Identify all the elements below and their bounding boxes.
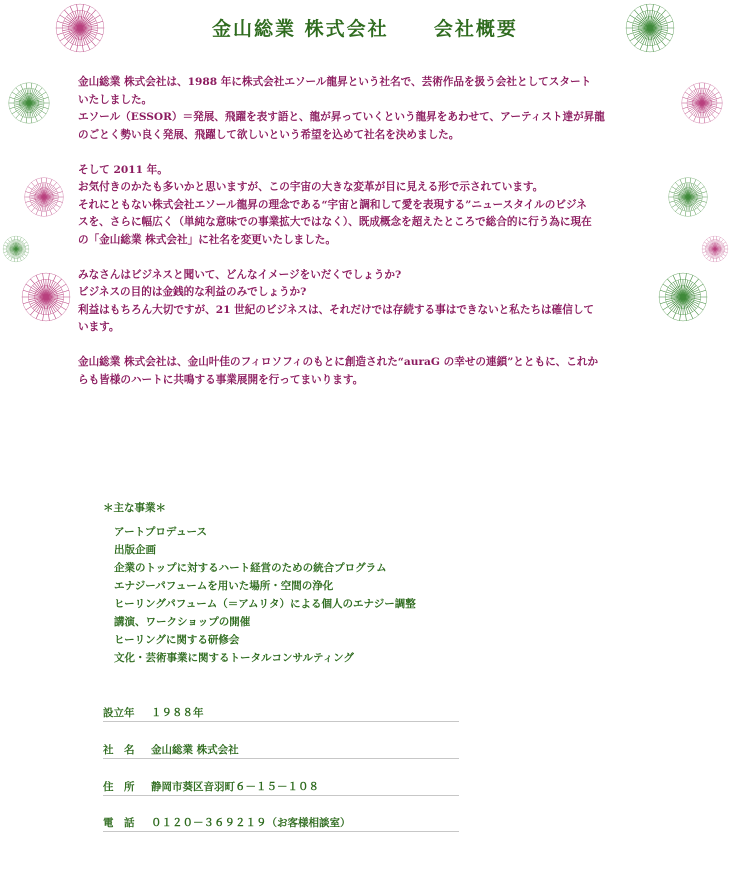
intro-line: います。 (78, 321, 120, 333)
business-item: 講演、ワークショップの開催 (114, 616, 251, 628)
phone-value: ０１２０－３６９２１９（お客様相談室） (151, 817, 351, 829)
address-value: 静岡市葵区音羽町６－１５－１０８ (151, 781, 319, 793)
phone-label: 電 話 (103, 817, 135, 829)
intro-line: らも皆様のハートに共鳴する事業展開を行ってまいります。 (78, 373, 364, 386)
business-item: 出版企画 (114, 544, 156, 556)
company-name-label: 社 名 (103, 744, 135, 756)
pink-flower-icon (701, 235, 729, 263)
paragraph-gap (78, 144, 660, 162)
intro-line: それにともない株式会社エソール龍昇の理念である“宇宙と調和して愛を表現する”ニュースタイルのビジネ (78, 198, 587, 211)
green-flower-icon (7, 81, 51, 125)
intro-line: 利益はもちろん大切ですが、21 世紀のビジネスは、それだけでは存続する事はできないと私たちは確信して (78, 303, 595, 316)
intro-line: エソール（ESSOR）＝発展、飛躍を表す語と、龍が昇っていくという龍昇をあわせて、アーティスト達が昇龍 (78, 111, 605, 123)
company-name-value: 金山総業 株式会社 (151, 744, 239, 756)
pink-flower-icon (23, 176, 65, 218)
company-name-title: 金山総業 株式会社 (212, 18, 389, 40)
green-flower-icon (667, 176, 709, 218)
info-row-phone (103, 815, 459, 832)
business-item: 文化・芸術事業に関するトータルコンサルティング (114, 652, 354, 664)
business-item: ヒーリングパフューム（＝アムリタ）による個人のエナジー調整 (114, 598, 416, 610)
green-flower-icon (657, 271, 709, 323)
intro-line: ビジネスの目的は金銭的な利益のみでしょうか? (78, 286, 307, 298)
pink-flower-icon (680, 81, 724, 125)
intro-line: お気付きのかたも多いかと思いますが、この宇宙の大きな変革が目に見える形で示されています。 (78, 181, 544, 193)
paragraph-gap (78, 249, 660, 267)
intro-line: スを、さらに幅広く（単純な意味での事業拡大ではなく）、既成概念を超えたところで総合的に行う為に現在 (78, 216, 592, 228)
intro-line: 金山総業 株式会社は、1988 年に株式会社エソール龍昇という社名で、芸術作品を扱う会社としてスタート (78, 76, 592, 88)
business-item: ヒーリングに関する研修会 (114, 634, 240, 646)
info-row-address (103, 779, 459, 796)
address-label: 住 所 (103, 781, 135, 793)
company-introduction (78, 74, 660, 389)
green-flower-icon (2, 235, 30, 263)
intro-line: いたしました。 (78, 93, 153, 106)
business-item: アートプロデュース (114, 526, 208, 538)
info-row-company-name (103, 742, 459, 759)
intro-line: の「金山総業 株式会社」に社名を変更いたしました。 (78, 233, 336, 246)
business-item: 企業のトップに対するハート経営のための統合プログラム (114, 562, 387, 574)
founded-label: 設立年 (103, 707, 135, 719)
pink-flower-icon (20, 271, 72, 323)
page-title (0, 14, 730, 41)
intro-line: そして 2011 年。 (78, 163, 168, 176)
business-section-title: ＊主な事業＊ (103, 502, 166, 514)
overview-heading: 会社概要 (433, 18, 518, 40)
intro-line: 金山総業 株式会社は、金山叶佳のフィロソフィのもとに創造された“auraG の幸せの連鎖”とともに、これか (78, 356, 599, 368)
info-row-founded (103, 705, 459, 722)
intro-line: のごとく勢い良く発展、飛躍して欲しいという希望を込めて社名を決めました。 (78, 128, 460, 141)
business-list (114, 523, 416, 667)
paragraph-gap (78, 337, 660, 355)
intro-line: みなさんはビジネスと聞いて、どんなイメージをいだくでしょうか? (78, 268, 402, 281)
founded-value: １９８８年 (151, 707, 204, 719)
business-item: エナジーパフュームを用いた場所・空間の浄化 (114, 580, 334, 592)
